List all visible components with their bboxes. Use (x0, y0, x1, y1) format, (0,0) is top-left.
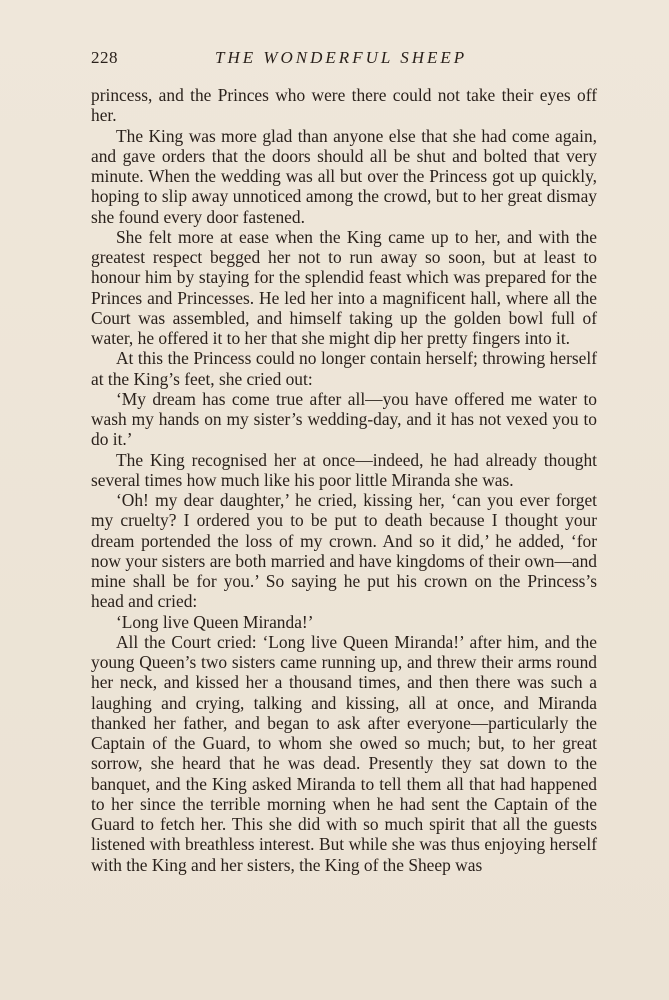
paragraph: ‘Oh! my dear daughter,’ he cried, kissing her, ‘can you ever forget my cruelty? I ordered you to be put to death because I thought your dream portended the loss of my crown. And so it did,’ he added, ‘for now your sisters are both married and have kingdoms of their own—and mine shall be for you.’ So saying he put his crown on the Princess’s head and cried: (91, 490, 597, 612)
paragraph: The King was more glad than anyone else that she had come again, and gave orders that the doors should all be shut and bolted that very minute. When the wedding was all but over the Princess got up quickly, hoping to slip away unnoticed among the crowd, but to her great dismay she found every door fastened. (91, 125, 597, 227)
paragraph: princess, and the Princes who were there could not take their eyes off her. (91, 85, 597, 126)
paragraph: ‘Long live Queen Miranda!’ (116, 611, 314, 632)
paragraph: All the Court cried: ‘Long live Queen Miranda!’ after him, and the young Queen’s two sisters came running up, and threw their arms round her neck, and kissed her a thousand times, and then there was such a laughing and crying, talking and kissing, all at once, and Miranda thanked her father, and began to ask after everyone—particularly the Captain of the Guard, to whom she owed so much; but, to her great sorrow, she heard that he was dead. Presently they sat down to the banquet, and the King asked Miranda to tell them all that had happened to her since the terrible morning when he had sent the Captain of the Guard to fetch her. This she did with so much spirit that all the guests listened with breathless interest. But while she was thus enjoying herself with the King and her sisters, the King of the Sheep was (91, 631, 597, 875)
page-number: 228 (91, 48, 118, 67)
body-text (91, 85, 597, 875)
paragraph: ‘My dream has come true after all—you have offered me water to wash my hands on my sister’s wedding-day, and it has not vexed you to do it.’ (91, 388, 597, 450)
page-header (91, 48, 597, 72)
paragraph: At this the Princess could no longer contain herself; throwing herself at the King’s feet, she cried out: (91, 348, 597, 389)
paragraph: The King recognised her at once—indeed, he had already thought several times how much like his poor little Miranda she was. (91, 449, 597, 490)
paragraph: She felt more at ease when the King came up to her, and with the greatest respect begged her not to run away so soon, but at least to honour him by staying for the splendid feast which was prepared for the Princes and Princesses. He led her into a magnificent hall, where all the Court was assembled, and himself taking up the golden bowl full of water, he offered it to her that she might dip her pretty fingers into it. (91, 226, 597, 348)
running-title: THE WONDERFUL SHEEP (215, 48, 468, 67)
